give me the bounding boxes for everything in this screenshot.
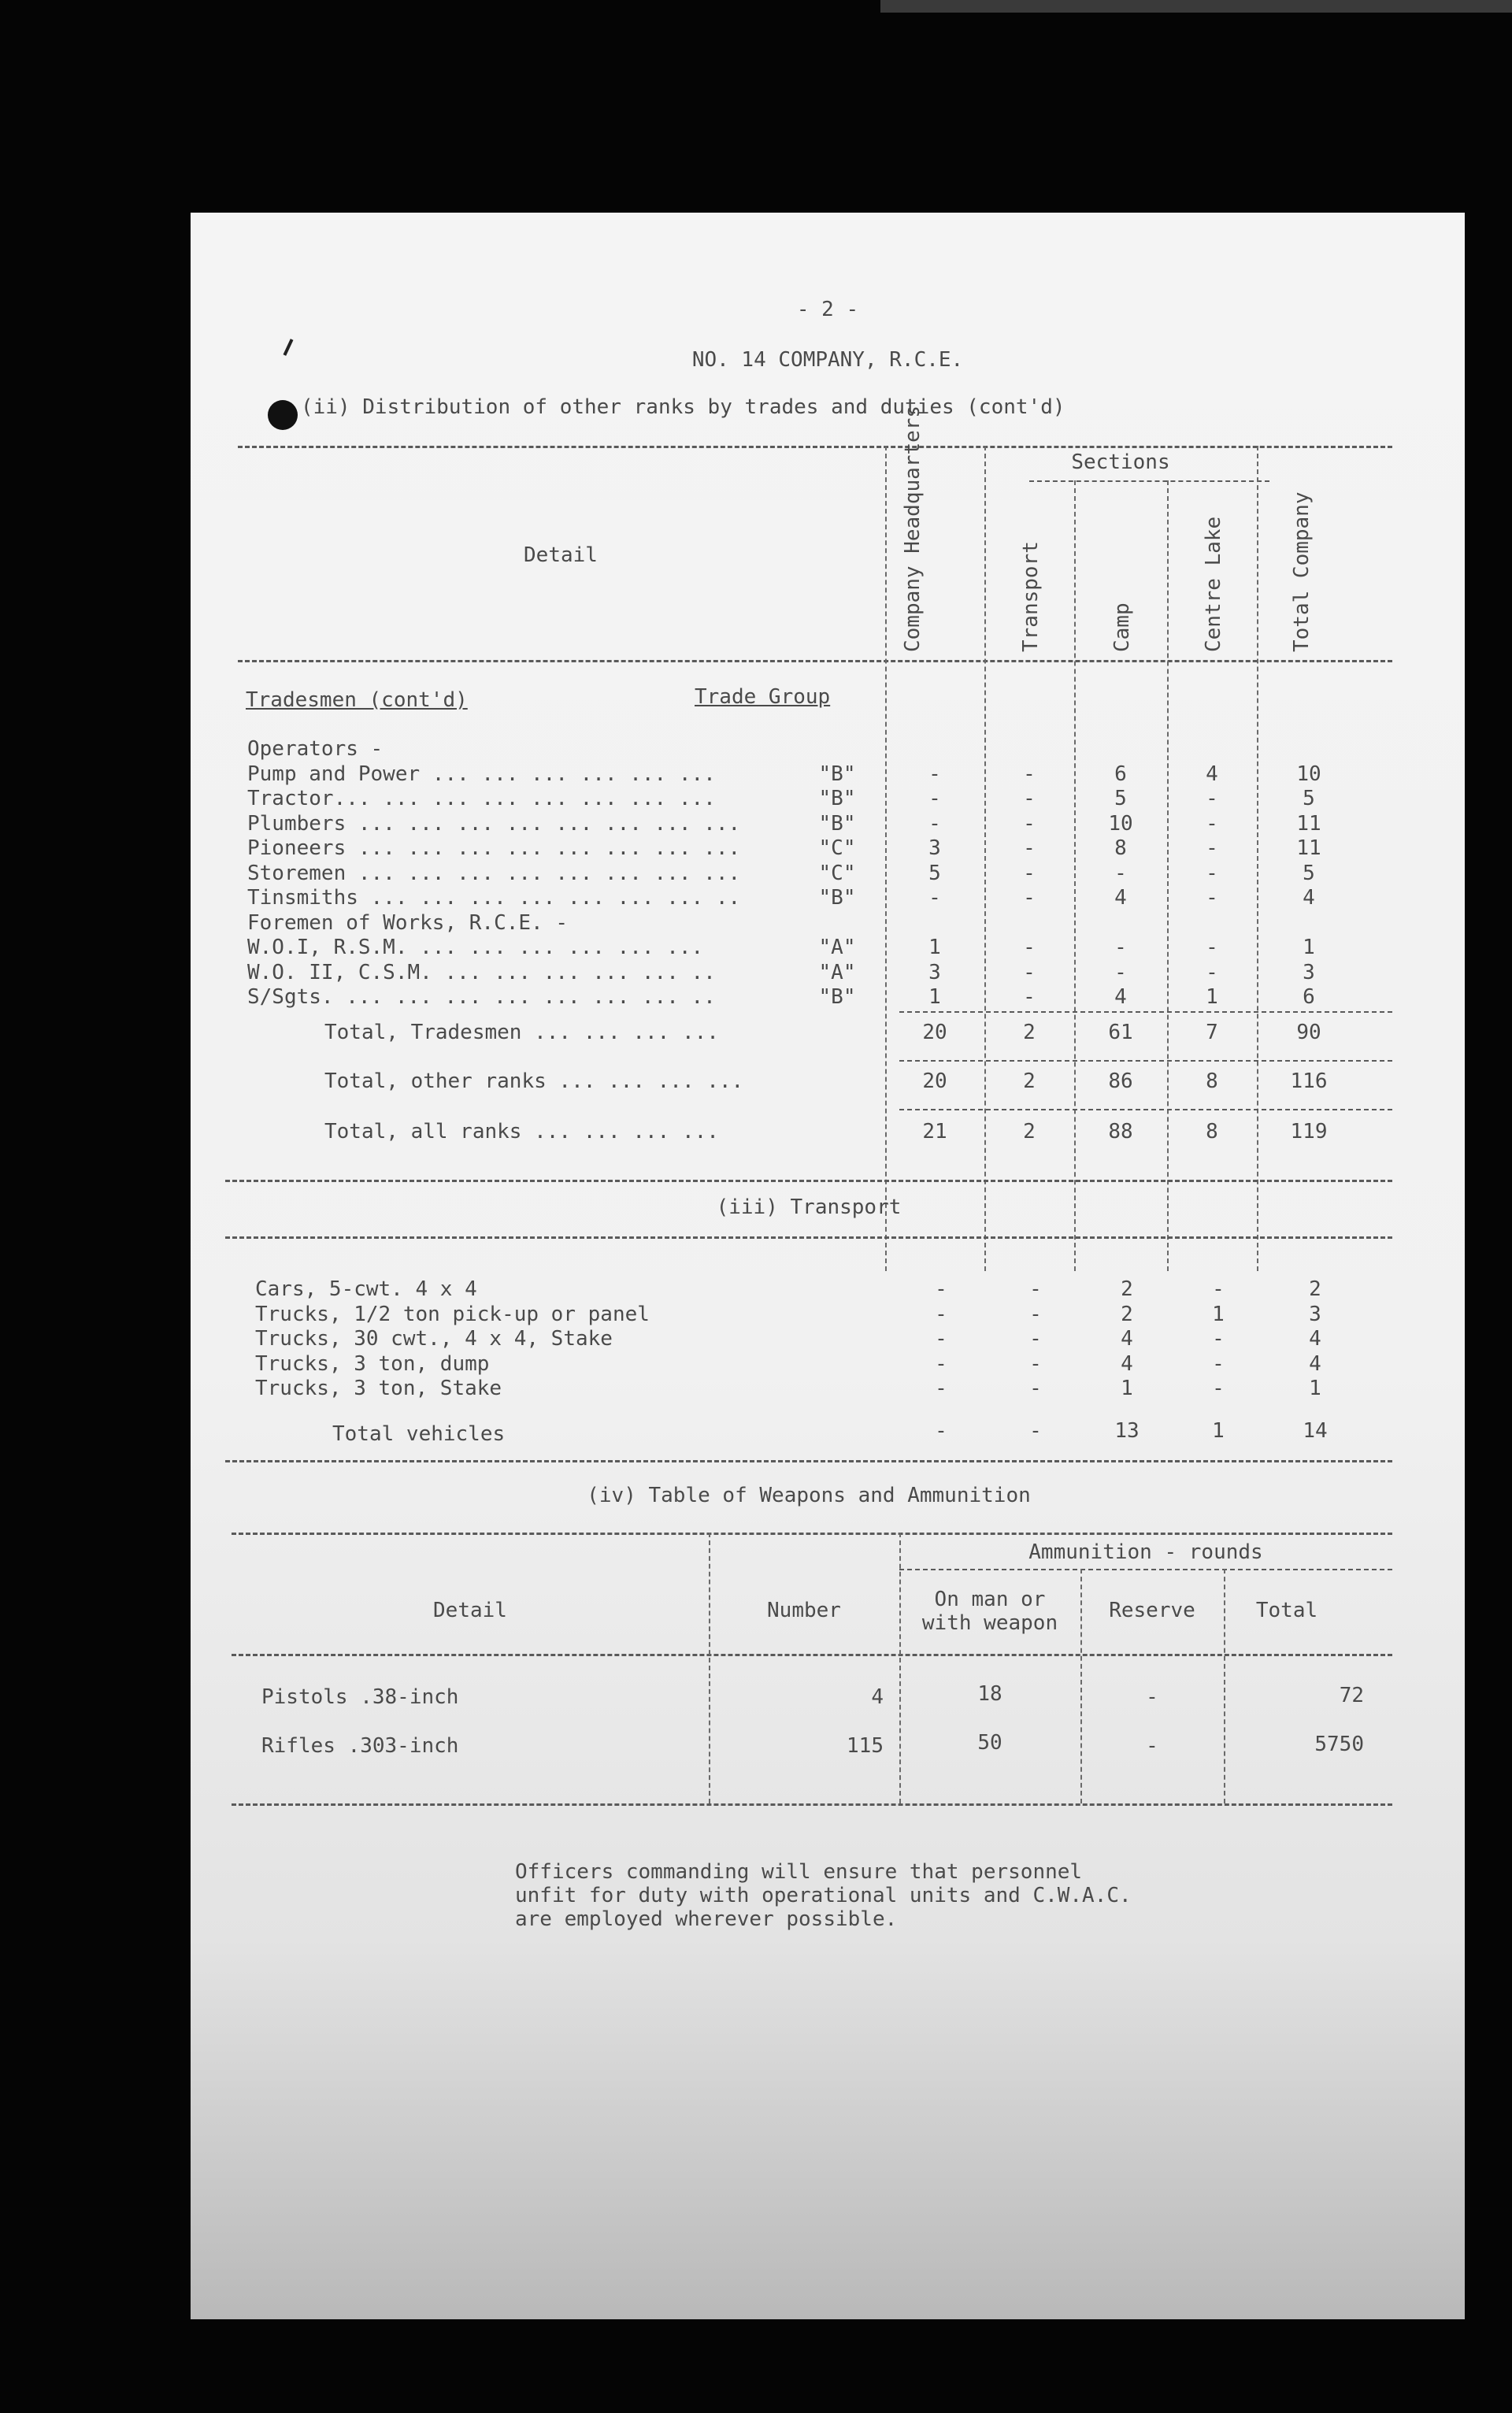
trade-value-cell: 5 — [1303, 861, 1315, 885]
ammunition-header: Ammunition - rounds — [1028, 1540, 1263, 1564]
trade-value-cell: - — [1023, 985, 1036, 1009]
total-row-label: Total, other ranks ... ... ... ... — [324, 1069, 744, 1093]
table1-vline — [984, 446, 986, 1271]
trade-value-cell: 5 — [1303, 787, 1315, 810]
trade-group-cell: "A" — [818, 960, 856, 984]
table1-vline — [1167, 480, 1169, 1271]
trade-value-cell: - — [1114, 960, 1127, 984]
weapon-row-label: Pistols .38-inch — [261, 1685, 459, 1709]
transport-title: (iii) Transport — [716, 1195, 902, 1219]
adjacent-page-strip — [880, 0, 1512, 13]
trade-row-label: W.O.I, R.S.M. ... ... ... ... ... ... — [247, 936, 704, 959]
transport-top-rule — [225, 1180, 1392, 1182]
weapons-header-rule — [232, 1654, 1392, 1656]
trade-value-cell: - — [1206, 811, 1218, 836]
totals-rule — [899, 1011, 1392, 1013]
col-header-camp: Camp — [1110, 602, 1134, 652]
vehicle-total-cell: 1 — [1212, 1419, 1225, 1443]
vehicle-total-cell: 13 — [1114, 1419, 1140, 1443]
ink-blot — [268, 400, 298, 430]
sections-header: Sections — [1071, 450, 1170, 474]
trade-group-cell: "C" — [818, 836, 856, 860]
total-value-cell: 119 — [1290, 1120, 1328, 1143]
vehicle-value-cell: 4 — [1309, 1327, 1321, 1351]
col-header-total-company: Total Company — [1290, 491, 1314, 652]
vehicle-value-cell: 1 — [1121, 1377, 1133, 1400]
on-man-header-line1: On man or — [934, 1588, 1046, 1611]
table1-vline — [1257, 446, 1258, 1271]
weapon-on-man-cell: 50 — [977, 1731, 1002, 1755]
totals-rule — [899, 1109, 1392, 1110]
weapon-reserve-cell: - — [1146, 1685, 1158, 1709]
detail-header: Detail — [524, 543, 598, 567]
weapon-number-cell: 115 — [847, 1734, 884, 1758]
total-value-cell: 21 — [922, 1120, 947, 1143]
trade-value-cell: - — [1023, 936, 1036, 959]
trade-group-cell: "B" — [818, 811, 856, 836]
total-value-cell: 116 — [1290, 1069, 1328, 1093]
vehicle-value-cell: - — [1212, 1277, 1225, 1301]
vehicle-value-cell: - — [935, 1327, 947, 1351]
weapons-title: (iv) Table of Weapons and Ammunition — [587, 1484, 1031, 1507]
on-man-header-line2: with weapon — [921, 1611, 1058, 1635]
trade-value-cell: - — [928, 787, 941, 810]
weapon-total-cell: 72 — [1339, 1684, 1364, 1707]
vehicle-row-label: Trucks, 3 ton, dump — [255, 1351, 490, 1376]
trade-group-cell: "B" — [818, 762, 856, 786]
section-title: (ii) Distribution of other ranks by trades and duties (cont'd) — [301, 395, 1065, 419]
footnote-line: unfit for duty with operational units and C.W.A.C. — [515, 1884, 1132, 1907]
trade-row-label: W.O. II, C.S.M. ... ... ... ... ... .. — [247, 960, 716, 984]
vehicle-value-cell: - — [1029, 1327, 1042, 1351]
sections-rule — [1029, 480, 1269, 482]
trade-value-cell: 11 — [1296, 811, 1321, 836]
trade-value-cell: - — [1206, 836, 1218, 860]
col-header-centre-lake: Centre Lake — [1202, 516, 1225, 652]
weapon-reserve-cell: - — [1146, 1734, 1158, 1758]
vehicle-total-label: Total vehicles — [332, 1422, 506, 1446]
trade-value-cell: 4 — [1114, 886, 1127, 910]
trade-value-cell: 10 — [1296, 762, 1321, 786]
vehicle-value-cell: 3 — [1309, 1302, 1321, 1326]
vehicle-total-cell: - — [1029, 1419, 1042, 1443]
vehicle-value-cell: - — [1212, 1377, 1225, 1400]
vehicle-value-cell: 2 — [1121, 1277, 1133, 1301]
vehicle-value-cell: - — [935, 1351, 947, 1376]
trade-value-cell: 4 — [1303, 886, 1315, 910]
table1-vline — [885, 446, 887, 1271]
trade-row-label: Operators - — [247, 737, 384, 761]
trade-value-cell: - — [1206, 886, 1218, 910]
vehicle-value-cell: 4 — [1309, 1351, 1321, 1376]
table1-top-rule — [238, 446, 1392, 448]
total-value-cell: 61 — [1108, 1021, 1133, 1044]
trade-value-cell: - — [1023, 787, 1036, 810]
col-header-transport: Transport — [1019, 541, 1043, 652]
weapon-on-man-cell: 18 — [977, 1682, 1002, 1706]
trade-value-cell: 5 — [928, 861, 941, 885]
trade-row-label: Plumbers ... ... ... ... ... ... ... ... — [247, 811, 741, 836]
total-value-cell: 8 — [1206, 1120, 1218, 1143]
total-value-cell: 7 — [1206, 1021, 1218, 1044]
page-number: - 2 - — [796, 298, 859, 321]
vehicle-value-cell: - — [1029, 1302, 1042, 1326]
table1-vline — [1074, 480, 1076, 1271]
vehicle-value-cell: - — [935, 1377, 947, 1400]
trade-value-cell: - — [1023, 811, 1036, 836]
trade-value-cell: - — [928, 886, 941, 910]
trade-value-cell: - — [1023, 836, 1036, 860]
weapons-total-header: Total — [1255, 1599, 1318, 1622]
trade-group-cell: "B" — [818, 886, 856, 910]
trade-value-cell: 6 — [1114, 762, 1127, 786]
trade-value-cell: 3 — [1303, 960, 1315, 984]
trade-value-cell: 3 — [928, 836, 941, 860]
reserve-header: Reserve — [1109, 1599, 1195, 1622]
total-value-cell: 20 — [922, 1021, 947, 1044]
trade-value-cell: 1 — [928, 936, 941, 959]
vehicle-value-cell: - — [935, 1302, 947, 1326]
trade-value-cell: - — [1206, 787, 1218, 810]
trade-group-cell: "B" — [818, 787, 856, 810]
trade-group-cell: "C" — [818, 861, 856, 885]
vehicle-row-label: Trucks, 30 cwt., 4 x 4, Stake — [255, 1327, 613, 1351]
footnote-line: Officers commanding will ensure that personnel — [515, 1860, 1083, 1884]
vehicle-value-cell: - — [1029, 1377, 1042, 1400]
trade-value-cell: - — [1206, 936, 1218, 959]
trade-value-cell: - — [1023, 886, 1036, 910]
total-value-cell: 20 — [922, 1069, 947, 1093]
vehicle-value-cell: 4 — [1121, 1327, 1133, 1351]
total-value-cell: 2 — [1023, 1021, 1036, 1044]
total-value-cell: 2 — [1023, 1069, 1036, 1093]
total-value-cell: 2 — [1023, 1120, 1036, 1143]
trade-row-label: Pump and Power ... ... ... ... ... ... — [247, 762, 716, 786]
trade-value-cell: 11 — [1296, 836, 1321, 860]
trade-value-cell: - — [928, 811, 941, 836]
trade-value-cell: - — [1023, 762, 1036, 786]
trade-value-cell: 4 — [1114, 985, 1127, 1009]
vehicle-value-cell: - — [1029, 1351, 1042, 1376]
vehicle-value-cell: 1 — [1309, 1377, 1321, 1400]
vehicle-value-cell: - — [1029, 1277, 1042, 1301]
trade-row-label: Tinsmiths ... ... ... ... ... ... ... .. — [247, 886, 741, 910]
trade-value-cell: 8 — [1114, 836, 1127, 860]
weapons-number-header: Number — [767, 1599, 841, 1622]
trade-value-cell: 6 — [1303, 985, 1315, 1009]
weapon-number-cell: 4 — [871, 1685, 884, 1709]
vehicle-row-label: Trucks, 1/2 ton pick-up or panel — [255, 1302, 650, 1326]
vehicle-value-cell: 4 — [1121, 1351, 1133, 1376]
total-value-cell: 86 — [1108, 1069, 1133, 1093]
vehicle-total-cell: - — [935, 1419, 947, 1443]
unit-title: NO. 14 COMPANY, R.C.E. — [691, 348, 964, 372]
trade-value-cell: 3 — [928, 960, 941, 984]
total-row-label: Total, all ranks ... ... ... ... — [324, 1120, 719, 1143]
trade-row-label: S/Sgts. ... ... ... ... ... ... ... .. — [247, 985, 716, 1009]
transport-bottom-rule — [225, 1460, 1392, 1462]
trade-row-label: Storemen ... ... ... ... ... ... ... ... — [247, 861, 741, 885]
footnote-line: are employed wherever possible. — [515, 1907, 898, 1931]
trade-value-cell: - — [1206, 960, 1218, 984]
document-page — [191, 213, 1465, 2319]
vehicle-row-label: Cars, 5-cwt. 4 x 4 — [255, 1277, 477, 1301]
transport-header-rule — [225, 1236, 1392, 1239]
trade-value-cell: - — [1206, 861, 1218, 885]
weapon-total-cell: 5750 — [1314, 1733, 1364, 1756]
trade-value-cell: - — [928, 762, 941, 786]
vehicle-value-cell: - — [1212, 1351, 1225, 1376]
trade-group-cell: "B" — [818, 985, 856, 1009]
weapons-bottom-rule — [232, 1803, 1392, 1806]
total-value-cell: 90 — [1296, 1021, 1321, 1044]
group-label: Tradesmen (cont'd) — [246, 688, 468, 712]
trade-value-cell: - — [1114, 936, 1127, 959]
weapons-detail-header: Detail — [433, 1599, 507, 1622]
totals-rule — [899, 1060, 1392, 1062]
vehicle-total-cell: 14 — [1303, 1419, 1328, 1443]
vehicle-value-cell: - — [935, 1277, 947, 1301]
trade-value-cell: - — [1114, 861, 1127, 885]
total-value-cell: 88 — [1108, 1120, 1133, 1143]
trade-group-cell: "A" — [818, 936, 856, 959]
weapons-top-rule — [232, 1533, 1392, 1535]
trade-value-cell: 1 — [1206, 985, 1218, 1009]
weapon-row-label: Rifles .303-inch — [261, 1734, 459, 1758]
weapons-vline — [709, 1533, 710, 1803]
weapons-vline — [899, 1533, 901, 1803]
total-row-label: Total, Tradesmen ... ... ... ... — [324, 1021, 719, 1044]
trade-group-header: Trade Group — [695, 685, 831, 709]
vehicle-value-cell: - — [1212, 1327, 1225, 1351]
vehicle-value-cell: 1 — [1212, 1302, 1225, 1326]
trade-value-cell: - — [1023, 960, 1036, 984]
vehicle-row-label: Trucks, 3 ton, Stake — [255, 1377, 502, 1400]
table1-header-rule — [238, 660, 1392, 662]
trade-row-label: Tractor... ... ... ... ... ... ... ... — [247, 787, 716, 810]
vehicle-value-cell: 2 — [1309, 1277, 1321, 1301]
ammunition-rule — [899, 1569, 1392, 1570]
total-value-cell: 8 — [1206, 1069, 1218, 1093]
trade-row-label: Pioneers ... ... ... ... ... ... ... ... — [247, 836, 741, 860]
trade-value-cell: 10 — [1108, 811, 1133, 836]
trade-value-cell: 1 — [928, 985, 941, 1009]
trade-row-label: Foremen of Works, R.C.E. - — [247, 910, 568, 935]
trade-value-cell: 1 — [1303, 936, 1315, 959]
trade-value-cell: 4 — [1206, 762, 1218, 786]
trade-value-cell: 5 — [1114, 787, 1127, 810]
vehicle-value-cell: 2 — [1121, 1302, 1133, 1326]
trade-value-cell: - — [1023, 861, 1036, 885]
col-header-company-hq: Company Headquarters — [901, 405, 925, 652]
